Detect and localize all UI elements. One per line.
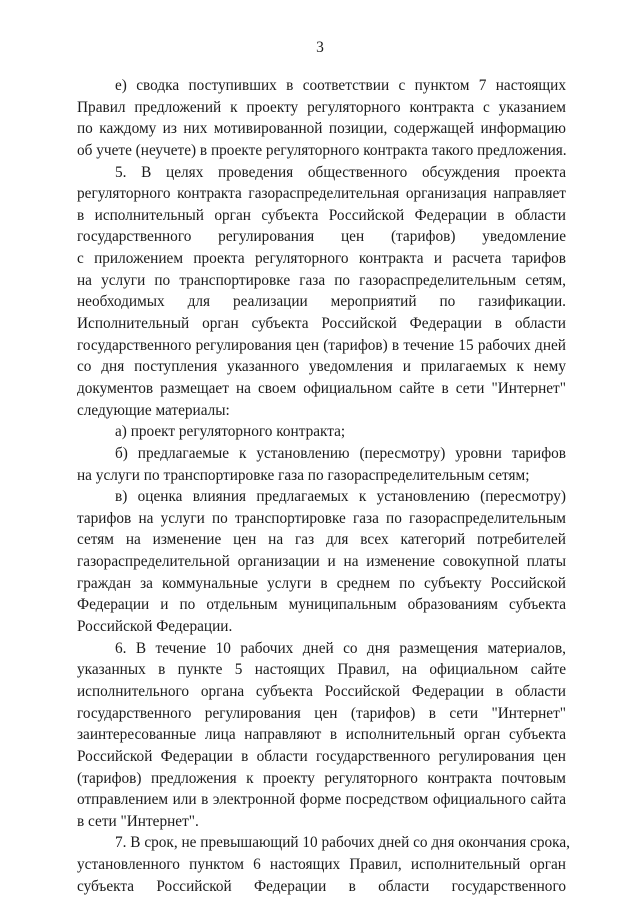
text-line: в) оценка влияния предлагаемых к установлению (пересмотру) (115, 488, 566, 506)
text-line: на услуги по транспортировке газа по газораспределительным сетям; (77, 466, 530, 484)
page-number: 3 (316, 39, 324, 56)
text-line: документов размещает на своем официальном сайте в сети "Интернет" (77, 379, 566, 397)
text-line: государственного регулирования цен (тарифов) в сети "Интернет" (77, 704, 566, 722)
text-line: по каждому из них мотивированной позиции, содержащей информацию (77, 120, 566, 138)
text-line: граждан за коммунальные услуги в среднем по субъекту Российской (77, 574, 566, 592)
text-line: а) проект регуляторного контракта; (115, 423, 346, 441)
text-line: со дня поступления указанного уведомления и прилагаемых к нему (77, 358, 566, 376)
text-line: Правил предложений к проекту регуляторного контракта с указанием (77, 98, 566, 116)
text-line: отправлением или в электронной форме посредством официального сайта (77, 791, 566, 809)
text-line: субъекта Российской Федерации в области государственного (77, 877, 566, 895)
text-line: Федерации и по отдельным муниципальным образованиям субъекта (77, 596, 566, 614)
text-line: на услуги по транспортировке газа по газораспределительным сетям, (77, 271, 566, 289)
text-line: 5. В целях проведения общественного обсуждения проекта (115, 163, 566, 181)
text-line: следующие материалы: (77, 401, 230, 419)
text-line: е) сводка поступивших в соответствии с пунктом 7 настоящих (115, 77, 566, 94)
text-line: государственного регулирования цен (тарифов) в течение 15 рабочих дней (77, 336, 566, 354)
text-line: (тарифов) предложения к проекту регуляторного контракта почтовым (77, 769, 566, 787)
text-line: в исполнительный орган субъекта Российской Федерации в области (77, 206, 566, 224)
text-line: сетям на изменение цен на газ для всех категорий потребителей (77, 531, 566, 549)
text-line: Исполнительный орган субъекта Российской Федерации в области (77, 315, 566, 333)
text-line: заинтересованные лица направляют в исполнительный орган субъекта (77, 726, 566, 744)
text-line: с приложением проекта регуляторного контракта и расчета тарифов (77, 250, 566, 268)
text-line: исполнительного органа субъекта Российской Федерации в области (77, 682, 566, 700)
text-line: установленного пунктом 6 настоящих Правил, исполнительный орган (77, 856, 566, 874)
text-line: Российской Федерации. (77, 618, 233, 636)
text-line: 7. В срок, не превышающий 10 рабочих дней со дня окончания срока, (115, 834, 570, 852)
text-line: тарифов на услуги по транспортировке газа по газораспределительным (77, 509, 566, 527)
text-line: Российской Федерации в области государственного регулирования цен (77, 747, 566, 765)
text-line: газораспределительной организации и на изменение совокупной платы (77, 553, 566, 571)
text-line: необходимых для реализации мероприятий по газификации. (77, 293, 566, 311)
text-line: регуляторного контракта газораспределительная организация направляет (77, 185, 566, 203)
text-line: б) предлагаемые к установлению (пересмотру) уровни тарифов (115, 444, 566, 462)
text-line: об учете (неучете) в проекте регуляторного контракта такого предложения. (77, 141, 567, 159)
text-line: государственного регулирования цен (тарифов) уведомление (77, 228, 566, 246)
text-line: в сети "Интернет". (77, 812, 199, 830)
document-body (77, 75, 570, 897)
text-line: указанных в пункте 5 настоящих Правил, на официальном сайте (77, 661, 566, 679)
text-line: 6. В течение 10 рабочих дней со дня размещения материалов, (115, 639, 566, 657)
